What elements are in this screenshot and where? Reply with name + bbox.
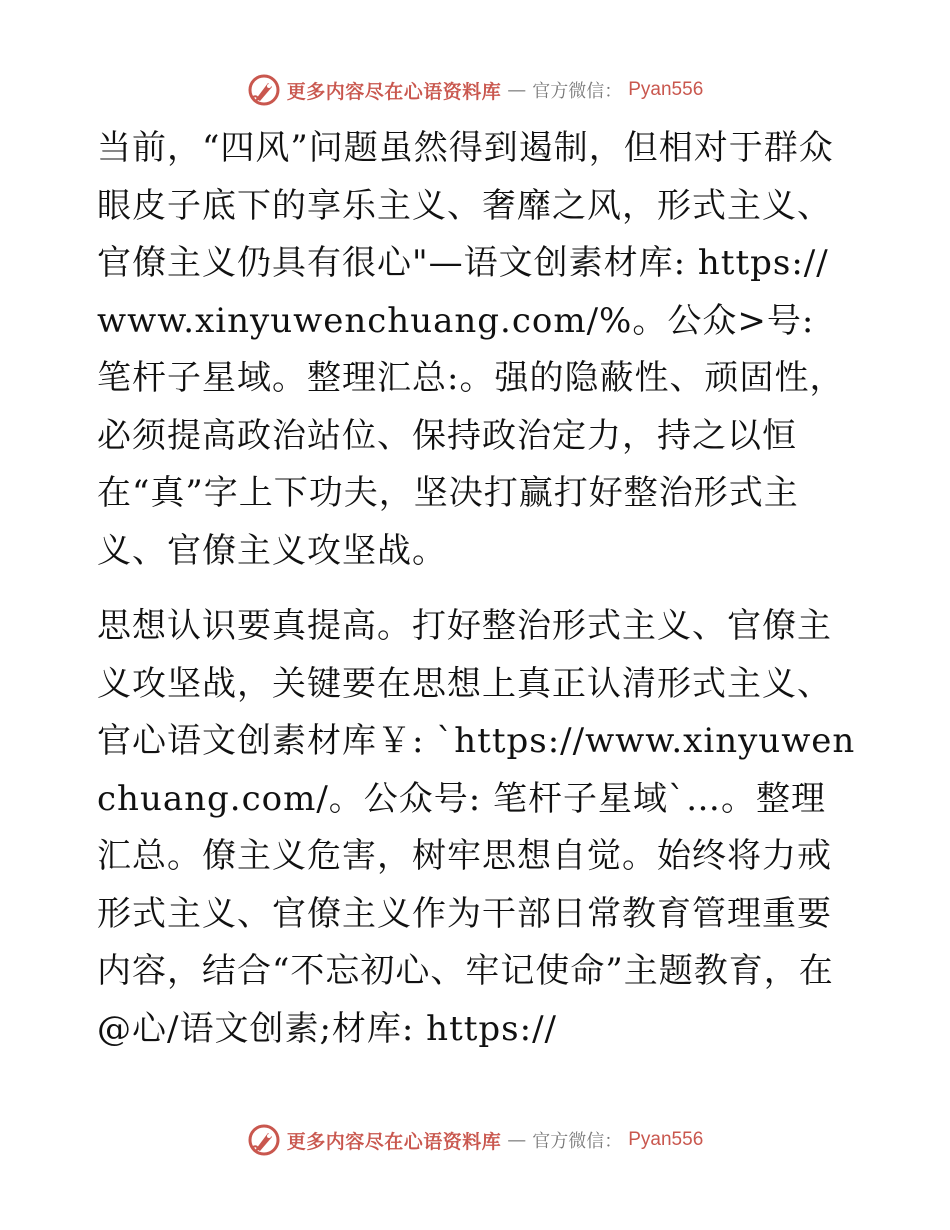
body-paragraph-2: 思想认识要真提高。打好整治形式主义、官僚主义攻坚战，关键要在思想上真正认清形式主义、官心语文创素材库￥: `https://www.xinyuwenchuang.com/。公众号: 笔杆子星域`…。整理汇总。僚主义危害，树牢思想自觉。始终将力戒形式主义、官僚主义作为干部日常教育管理重要内容，结合“不忘初心、牢记使命”主题教育，在@心/语文创素;材库: https://: [97, 606, 856, 1049]
body-paragraph-1: 当前，“四风”问题虽然得到遏制，但相对于群众眼皮子底下的享乐主义、奢靡之风，形式主义、官僚主义仍具有很心"—语文创素材库: https://www.xinyuwenchuang.com/%。公众>号: 笔杆子星域。整理汇总:。强的隐蔽性、顽固性，必须提高政治站位、保持政治定力，持之以恒在“真”字上下功夫，坚决打赢打好整治形式主义、官僚主义攻坚战。: [97, 128, 845, 571]
document-body: [97, 120, 857, 1058]
footer-separator: —: [507, 1129, 527, 1151]
header-wechat-handle: Pyan556: [628, 79, 704, 100]
header-brand-text: 更多内容尽在心语资料库: [286, 80, 502, 103]
header-wechat-label: 官方微信：: [532, 81, 623, 102]
pen-nib-logo-icon: [247, 73, 281, 107]
footer-wechat-label: 官方微信：: [532, 1131, 623, 1152]
footer-banner: [0, 1120, 950, 1160]
footer-wechat-handle: Pyan556: [628, 1129, 704, 1150]
pen-nib-logo-icon: [247, 1123, 281, 1157]
header-banner: [0, 70, 950, 110]
footer-brand-text: 更多内容尽在心语资料库: [286, 1130, 502, 1153]
header-separator: —: [507, 79, 527, 101]
